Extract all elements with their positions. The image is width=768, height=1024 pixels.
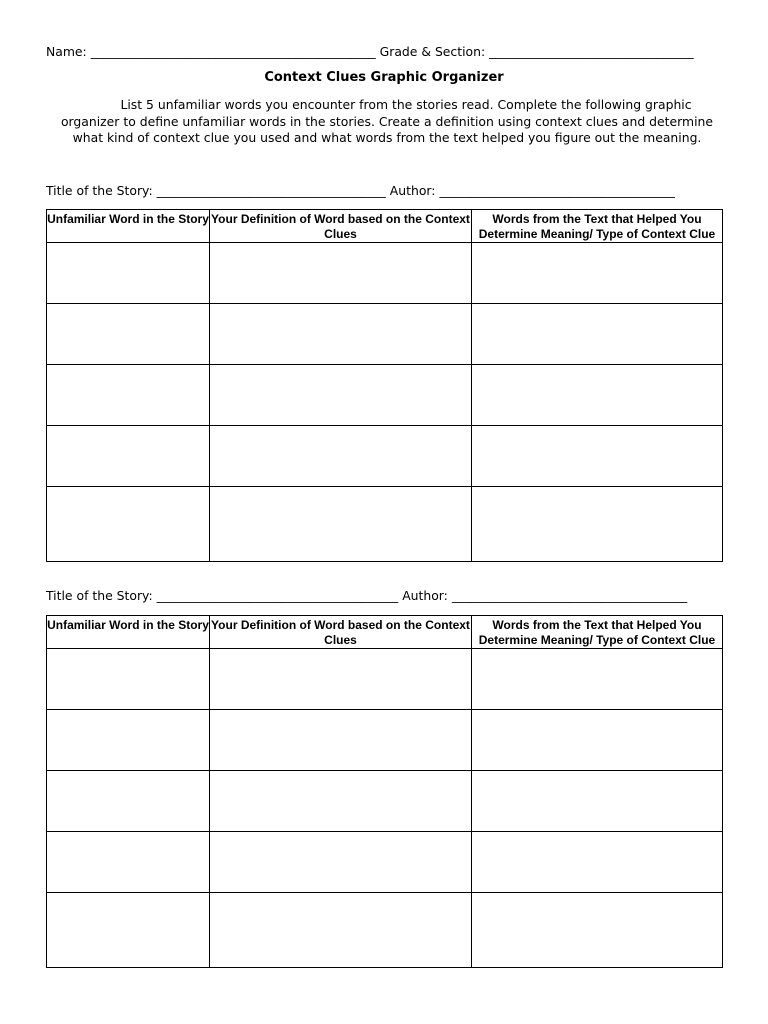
name-field[interactable]: ______________________________________________ bbox=[90, 44, 376, 59]
grade-section-label: Grade & Section: bbox=[379, 44, 486, 59]
column-header-definition: Your Definition of Word based on the Context Clues bbox=[210, 210, 472, 243]
table-row bbox=[47, 710, 723, 771]
column-header-evidence: Words from the Text that Helped You Determine Meaning/ Type of Context Clue bbox=[472, 210, 723, 243]
definition-cell[interactable] bbox=[210, 832, 472, 893]
definition-cell[interactable] bbox=[210, 649, 472, 710]
column-header-word: Unfamiliar Word in the Story bbox=[47, 210, 210, 243]
name-line bbox=[46, 44, 694, 59]
definition-cell[interactable] bbox=[210, 426, 472, 487]
table-row bbox=[47, 771, 723, 832]
word-cell[interactable] bbox=[47, 243, 210, 304]
evidence-cell[interactable] bbox=[472, 243, 723, 304]
table-row bbox=[47, 365, 723, 426]
definition-cell[interactable] bbox=[210, 893, 472, 968]
story-title-label: Title of the Story: bbox=[46, 183, 153, 198]
instructions-text: List 5 unfamiliar words you encounter from the stories read. Complete the following graphic organizer to define unfamiliar words in the stories. Create a definition using context clues and determine what kind of context clue you used and what words from the text helped you figure out the meaning. bbox=[60, 97, 714, 145]
name-label: Name: bbox=[46, 44, 87, 59]
column-header-word: Unfamiliar Word in the Story bbox=[47, 616, 210, 649]
table-row bbox=[47, 243, 723, 304]
table-row bbox=[47, 426, 723, 487]
definition-cell[interactable] bbox=[210, 710, 472, 771]
table-row bbox=[47, 487, 723, 562]
evidence-cell[interactable] bbox=[472, 771, 723, 832]
story-line-2 bbox=[46, 588, 687, 603]
story-title-field[interactable]: _____________________________________ bbox=[156, 183, 386, 198]
definition-cell[interactable] bbox=[210, 365, 472, 426]
word-cell[interactable] bbox=[47, 426, 210, 487]
column-header-definition: Your Definition of Word based on the Context Clues bbox=[210, 616, 472, 649]
definition-cell[interactable] bbox=[210, 243, 472, 304]
evidence-cell[interactable] bbox=[472, 649, 723, 710]
author-field[interactable]: ______________________________________ bbox=[439, 183, 675, 198]
definition-cell[interactable] bbox=[210, 487, 472, 562]
word-cell[interactable] bbox=[47, 649, 210, 710]
table-row bbox=[47, 893, 723, 968]
table-header-row bbox=[47, 210, 723, 243]
instructions bbox=[56, 97, 718, 147]
definition-cell[interactable] bbox=[210, 304, 472, 365]
story-title-label: Title of the Story: bbox=[46, 588, 153, 603]
organizer-table-2 bbox=[46, 615, 723, 968]
story-title-field[interactable]: _______________________________________ bbox=[156, 588, 399, 603]
page-title: Context Clues Graphic Organizer bbox=[264, 70, 504, 85]
evidence-cell[interactable] bbox=[472, 487, 723, 562]
table-row bbox=[47, 649, 723, 710]
word-cell[interactable] bbox=[47, 710, 210, 771]
word-cell[interactable] bbox=[47, 893, 210, 968]
evidence-cell[interactable] bbox=[472, 365, 723, 426]
author-field[interactable]: ______________________________________ bbox=[451, 588, 688, 603]
table-row bbox=[47, 832, 723, 893]
definition-cell[interactable] bbox=[210, 771, 472, 832]
evidence-cell[interactable] bbox=[472, 304, 723, 365]
evidence-cell[interactable] bbox=[472, 710, 723, 771]
evidence-cell[interactable] bbox=[472, 426, 723, 487]
column-header-evidence: Words from the Text that Helped You Determine Meaning/ Type of Context Clue bbox=[472, 616, 723, 649]
evidence-cell[interactable] bbox=[472, 832, 723, 893]
organizer-table-1 bbox=[46, 209, 723, 562]
word-cell[interactable] bbox=[47, 771, 210, 832]
word-cell[interactable] bbox=[47, 304, 210, 365]
table-row bbox=[47, 304, 723, 365]
author-label: Author: bbox=[389, 183, 436, 198]
grade-section-field[interactable]: _________________________________ bbox=[489, 44, 694, 59]
story-line-1 bbox=[46, 183, 675, 198]
word-cell[interactable] bbox=[47, 365, 210, 426]
author-label: Author: bbox=[402, 588, 448, 603]
table-header-row bbox=[47, 616, 723, 649]
evidence-cell[interactable] bbox=[472, 893, 723, 968]
word-cell[interactable] bbox=[47, 832, 210, 893]
word-cell[interactable] bbox=[47, 487, 210, 562]
